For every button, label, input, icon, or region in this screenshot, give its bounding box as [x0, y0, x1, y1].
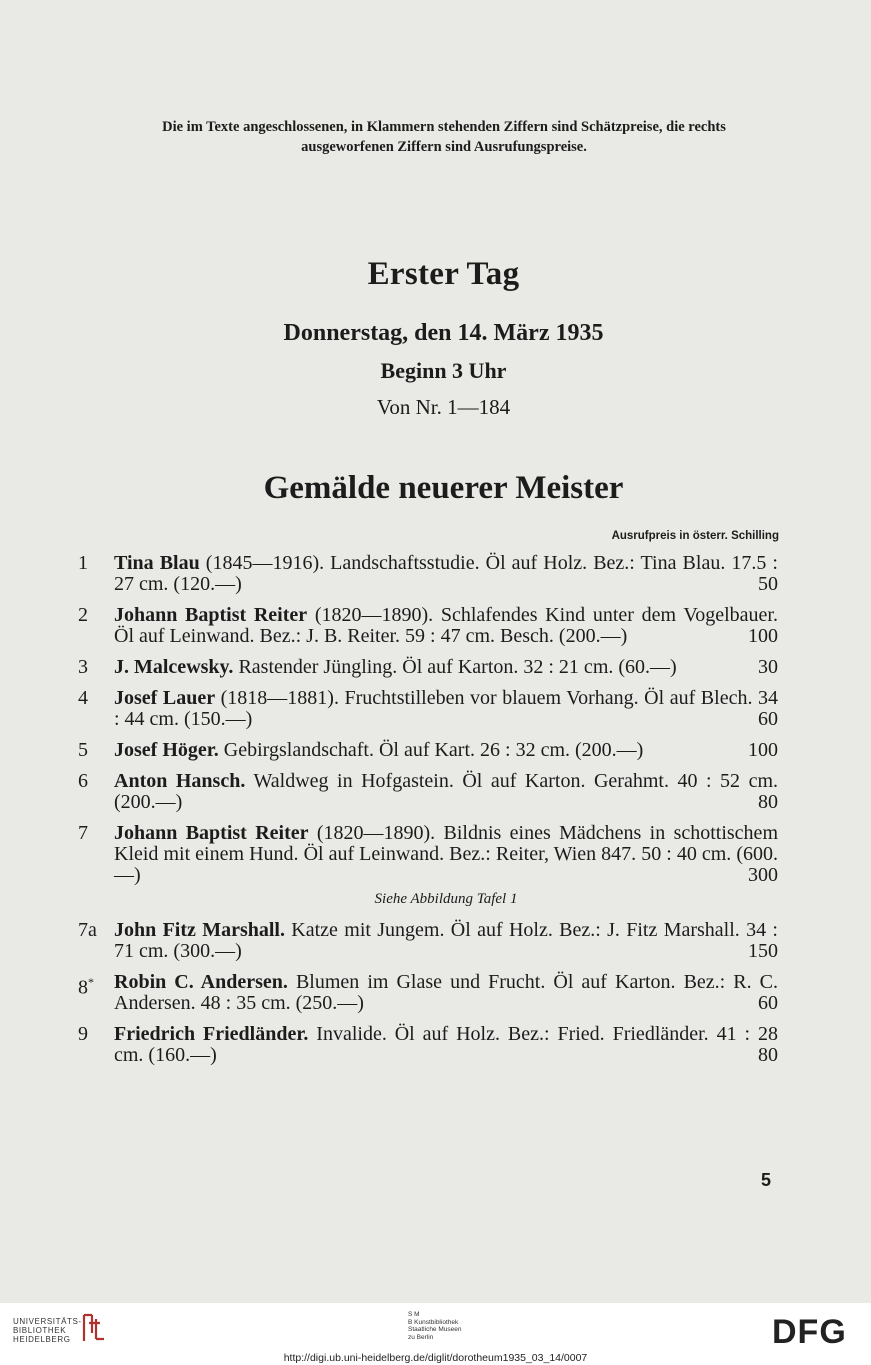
lot-number: 2 — [78, 604, 88, 626]
digitization-footer — [0, 1303, 871, 1365]
lot-details: (1818—1881). Fruchtstilleben vor blauem Vorhang. Öl auf Blech. 34 : 44 cm. (150.—) — [114, 687, 778, 730]
lot-range: Von Nr. 1—184 — [376, 395, 511, 419]
lot-starting-price: 150 — [748, 940, 778, 962]
lot-description — [114, 972, 778, 1014]
lot-details: Rastender Jüngling. Öl auf Karton. 32 : 21 cm. (60.—) — [233, 656, 677, 678]
lot-description — [114, 920, 778, 962]
university-library-label: UNIVERSITÄTS- BIBLIOTHEK HEIDELBERG — [13, 1317, 82, 1344]
lot-number: 7a — [78, 919, 97, 941]
lot-artist: Johann Baptist Reiter — [114, 604, 308, 626]
lot-starting-price: 80 — [758, 1044, 778, 1066]
lot-artist: Robin C. Andersen. — [114, 971, 288, 993]
lot-starting-price: 50 — [758, 573, 778, 595]
section-title: Gemälde neuerer Meister — [263, 470, 624, 506]
lot-details: (1845—1916). Landschaftsstudie. Öl auf Holz. Bez.: Tina Blau. 17.5 : 27 cm. (120.—) — [114, 552, 778, 595]
lot-entry — [78, 553, 778, 595]
lot-description — [114, 1024, 778, 1066]
lot-marker: * — [88, 975, 94, 989]
lot-number: 3 — [78, 656, 88, 678]
lot-artist: Josef Höger. — [114, 739, 219, 761]
lot-entry — [78, 688, 778, 730]
lot-description — [114, 740, 778, 761]
lot-number: 1 — [78, 552, 88, 574]
lot-description — [114, 688, 778, 730]
lot-description — [114, 657, 778, 678]
lot-starting-price: 60 — [758, 708, 778, 730]
lot-details: Invalide. Öl auf Holz. Bez.: Fried. Friedländer. 41 : 28 cm. (160.—) — [114, 1023, 778, 1066]
lot-number: 8* — [78, 975, 94, 999]
lot-artist: J. Malcewsky. — [114, 656, 234, 678]
lot-description — [114, 771, 778, 813]
kunstbibliothek-label: S M B Kunstbibliothek Staatliche Museen zu Berlin — [408, 1311, 462, 1341]
lot-artist: Anton Hansch. — [114, 770, 246, 792]
permalink-url[interactable]: http://digi.ub.uni-heidelberg.de/diglit/dorotheum1935_03_14/0007 — [283, 1352, 588, 1364]
lot-details: Katze mit Jungem. Öl auf Holz. Bez.: J. Fitz Marshall. 34 : 71 cm. (300.—) — [114, 919, 778, 962]
plate-reference: Siehe Abbildung Tafel 1 — [374, 891, 518, 907]
lot-starting-price: 300 — [748, 864, 778, 886]
lot-artist: Friedrich Friedländer. — [114, 1023, 309, 1045]
intro-note — [100, 117, 788, 157]
lot-details: Waldweg in Hofgastein. Öl auf Karton. Gerahmt. 40 : 52 cm. (200.—) — [114, 770, 778, 813]
lot-description — [114, 823, 778, 886]
lot-starting-price: 100 — [748, 739, 778, 761]
lot-description — [114, 553, 778, 595]
dfg-logo: DFG — [772, 1313, 847, 1351]
day-title: Erster Tag — [367, 256, 520, 292]
intro-line-1: Die im Texte angeschlossenen, in Klammern stehenden Ziffern sind Schätzpreise, die rechts — [162, 119, 726, 135]
lot-artist: Josef Lauer — [114, 687, 216, 709]
day-time: Beginn 3 Uhr — [380, 358, 507, 383]
day-date: Donnerstag, den 14. März 1935 — [283, 320, 604, 346]
lot-starting-price: 80 — [758, 791, 778, 813]
lot-number: 7 — [78, 822, 88, 844]
lot-details: (1820—1890). Bildnis eines Mädchens in schottischem Kleid mit einem Hund. Öl auf Leinwand. Bez.: Reiter, Wien 847. 50 : 40 cm. (600.—) — [114, 822, 778, 886]
lot-description — [114, 605, 778, 647]
intro-line-2: ausgeworfenen Ziffern sind Ausrufungspreise. — [301, 139, 587, 155]
lot-artist: John Fitz Marshall. — [114, 919, 285, 941]
university-logo-icon — [80, 1311, 106, 1345]
lot-entry — [78, 605, 778, 647]
lot-entry — [78, 1024, 778, 1066]
lot-number: 5 — [78, 739, 88, 761]
lot-details: Gebirgslandschaft. Öl auf Kart. 26 : 32 cm. (200.—) — [218, 739, 644, 761]
lot-number: 4 — [78, 687, 88, 709]
lot-artist: Johann Baptist Reiter — [114, 822, 309, 844]
lot-entry — [78, 740, 778, 761]
lot-entry — [78, 972, 778, 1014]
lot-starting-price: 100 — [748, 625, 778, 647]
lot-starting-price: 30 — [758, 656, 778, 678]
lot-artist: Tina Blau — [114, 552, 200, 574]
lot-entry — [78, 771, 778, 813]
price-note: Ausrufpreis in österr. Schilling — [611, 530, 779, 542]
lot-starting-price: 60 — [758, 992, 778, 1014]
lot-entry — [78, 657, 778, 678]
lot-details: (1820—1890). Schlafendes Kind unter dem Vogelbauer. Öl auf Leinwand. Bez.: J. B. Reiter. 59 : 47 cm. Besch. (200.—) — [114, 604, 778, 647]
lot-number: 9 — [78, 1023, 88, 1045]
lot-entry — [78, 823, 778, 910]
lot-details: Blumen im Glase und Frucht. Öl auf Karton. Bez.: R. C. Andersen. 48 : 35 cm. (250.—) — [114, 971, 778, 1014]
lot-entry — [78, 920, 778, 962]
lot-number: 6 — [78, 770, 88, 792]
page-number: 5 — [761, 1170, 772, 1190]
lot-list — [78, 553, 778, 1076]
